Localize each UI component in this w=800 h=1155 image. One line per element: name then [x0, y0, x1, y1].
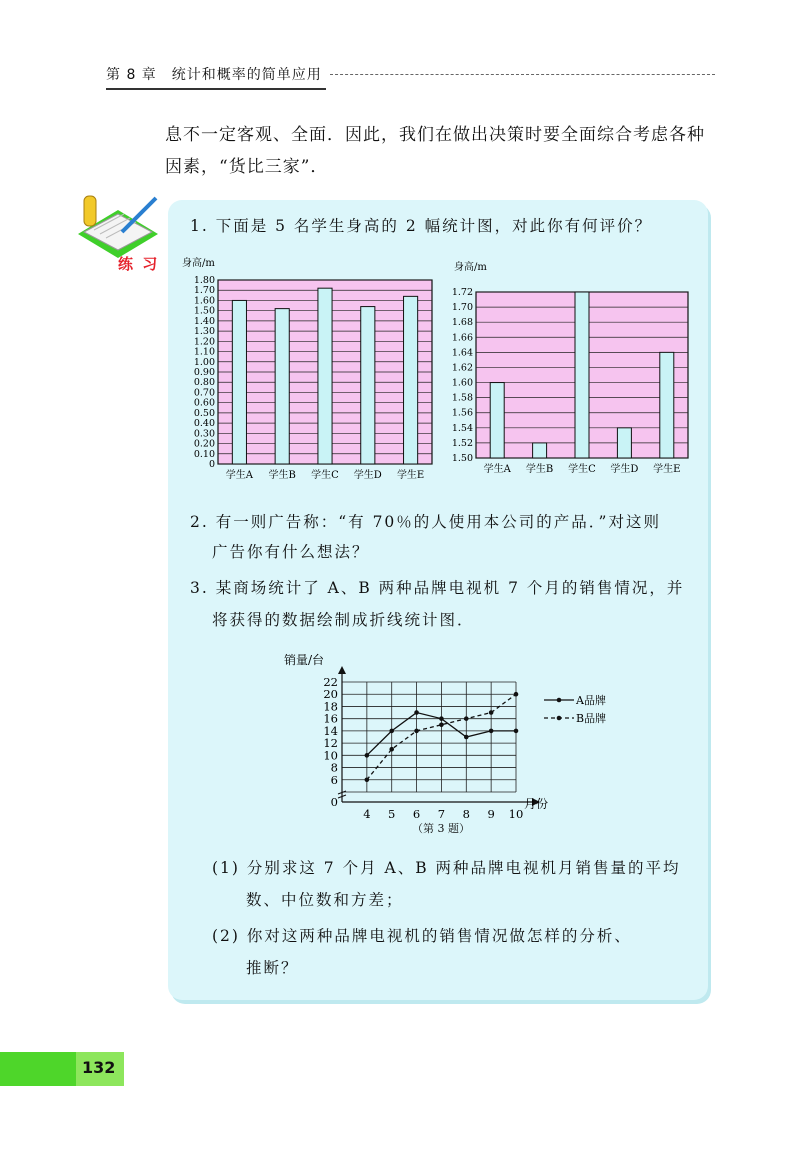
x-tick-label: 学生D	[353, 470, 382, 481]
y-tick-label: 18	[323, 699, 338, 714]
y-tick-label: 1.50	[451, 453, 473, 464]
y-tick-label: 0	[330, 795, 338, 809]
x-tick-label: 10	[508, 807, 524, 818]
intro-line-2: 因素，“货比三家”．	[165, 157, 329, 177]
y-tick-label: 14	[323, 723, 338, 738]
tv-sales-line-chart	[278, 648, 658, 818]
x-tick-label: 学生A	[483, 464, 511, 475]
data-point	[514, 729, 519, 734]
y-tick-label: 1.30	[193, 326, 215, 338]
data-point	[389, 747, 394, 752]
chapter-title: 第 8 章 统计和概率的简单应用	[106, 67, 322, 83]
y-tick-label: 1.62	[451, 362, 473, 374]
question-2-line-2: 广告你有什么想法？	[212, 543, 370, 561]
question-3-part-2-line-1: (2) 你对这两种品牌电视机的销售情况做怎样的分析、	[212, 927, 632, 945]
legend-label: B品牌	[576, 712, 607, 725]
y-tick-label: 10	[323, 748, 338, 763]
y-tick-label: 1.64	[451, 347, 473, 359]
y-tick-label: 1.66	[451, 332, 473, 344]
data-point	[414, 729, 419, 734]
x-tick-label: 7	[437, 807, 446, 818]
chart1-ylabel: 身高/m	[182, 258, 215, 269]
bar	[318, 288, 332, 464]
x-tick-label: 4	[363, 807, 371, 818]
x-tick-label: 学生B	[268, 470, 296, 481]
data-point	[389, 729, 394, 734]
y-tick-label: 0.10	[193, 448, 215, 460]
y-tick-label: 1.50	[193, 305, 215, 317]
y-tick-label: 22	[323, 675, 338, 689]
x-tick-label: 学生D	[610, 464, 639, 475]
y-tick-label: 0.30	[193, 428, 215, 440]
y-tick-label: 0.90	[193, 367, 215, 378]
x-tick-label: 学生E	[396, 470, 425, 481]
question-1: 1. 下面是 5 名学生身高的 2 幅统计图，对此你有何评价？	[190, 217, 653, 235]
x-tick-label: 5	[388, 807, 396, 818]
y-tick-label: 1.60	[193, 295, 215, 307]
header-dashed-rule	[330, 74, 715, 75]
question-3-part-1-line-2: 数、中位数和方差；	[246, 891, 404, 909]
page-number: 132	[82, 1058, 116, 1077]
chart2-ylabel: 身高/m	[454, 262, 487, 273]
y-tick-label: 1.20	[193, 336, 215, 348]
y-tick-label: 1.10	[193, 346, 215, 358]
y-tick-label: 0.20	[193, 438, 215, 450]
y-tick-label: 1.72	[451, 287, 473, 298]
y-tick-label: 8	[330, 760, 338, 775]
y-tick-label: 1.70	[193, 285, 215, 297]
y-tick-label: 6	[330, 772, 338, 787]
y-tick-label: 0	[208, 459, 215, 470]
bar	[232, 300, 246, 464]
bar	[361, 307, 375, 464]
data-point	[414, 710, 419, 715]
question-3-part-1-line-1: (1) 分别求这 7 个月 A、B 两种品牌电视机月销售量的平均	[212, 859, 681, 877]
chart3-ylabel: 销量/台	[284, 653, 325, 667]
data-point	[464, 735, 469, 740]
chart3-xlabel: 月份	[524, 797, 549, 811]
y-tick-label: 0.50	[193, 407, 215, 419]
y-tick-label: 1.68	[451, 317, 473, 329]
y-axis-arrow	[338, 666, 346, 674]
bar	[404, 296, 418, 464]
bar	[575, 292, 589, 458]
height-bar-chart-truncated-scale	[444, 256, 694, 486]
y-tick-label: 1.56	[451, 407, 473, 419]
question-3-line-2: 将获得的数据绘制成折线统计图．	[212, 611, 475, 629]
header-underline	[106, 88, 326, 90]
legend-marker	[557, 698, 562, 703]
y-tick-label: 0.70	[193, 387, 215, 399]
y-tick-label: 1.58	[451, 392, 473, 404]
x-tick-label: 学生C	[311, 470, 339, 481]
y-tick-label: 12	[323, 736, 338, 751]
y-tick-label: 1.52	[451, 437, 473, 449]
y-tick-label: 0.80	[193, 377, 215, 389]
y-tick-label: 0.40	[193, 418, 215, 430]
y-tick-label: 1.40	[193, 315, 215, 327]
y-tick-label: 20	[323, 687, 338, 702]
bar	[275, 309, 289, 464]
legend-marker	[557, 716, 562, 721]
question-3-part-2-line-2: 推断？	[246, 959, 299, 977]
bar	[617, 428, 631, 458]
bar	[660, 352, 674, 458]
x-tick-label: 学生B	[525, 464, 554, 475]
bar	[490, 383, 504, 458]
practice-label: 练 习	[118, 255, 160, 273]
y-tick-label: 16	[323, 711, 338, 726]
x-tick-label: 8	[462, 807, 470, 818]
data-point	[365, 777, 370, 782]
y-tick-label: 0.60	[193, 397, 215, 409]
question-2-line-1: 2. 有一则广告称：“有 70％的人使用本公司的产品．”对这则	[190, 513, 661, 531]
y-tick-label: 1.60	[451, 377, 473, 389]
data-point	[489, 729, 494, 734]
chart3-caption: （第 3 题）	[412, 822, 470, 835]
data-point	[489, 710, 494, 715]
y-tick-label: 1.70	[451, 302, 473, 314]
intro-line-1: 息不一定客观、全面．因此，我们在做出决策时要全面综合考虑各种	[165, 125, 705, 145]
data-point	[514, 692, 519, 697]
data-point	[464, 716, 469, 721]
data-point	[439, 722, 444, 727]
y-tick-label: 1.00	[193, 356, 215, 368]
y-tick-label: 1.54	[451, 422, 473, 434]
x-tick-label: 学生A	[225, 470, 254, 481]
height-bar-chart-full-scale	[178, 256, 440, 486]
x-tick-label: 9	[487, 807, 495, 818]
question-3-line-1: 3. 某商场统计了 A、B 两种品牌电视机 7 个月的销售情况，并	[190, 579, 685, 597]
bar	[533, 443, 547, 458]
legend-label: A品牌	[576, 694, 606, 707]
x-tick-label: 学生E	[653, 464, 681, 475]
x-tick-label: 学生C	[568, 464, 596, 475]
x-tick-label: 6	[412, 807, 421, 818]
data-point	[365, 753, 370, 758]
data-point	[439, 716, 444, 721]
y-tick-label: 1.80	[193, 275, 215, 286]
